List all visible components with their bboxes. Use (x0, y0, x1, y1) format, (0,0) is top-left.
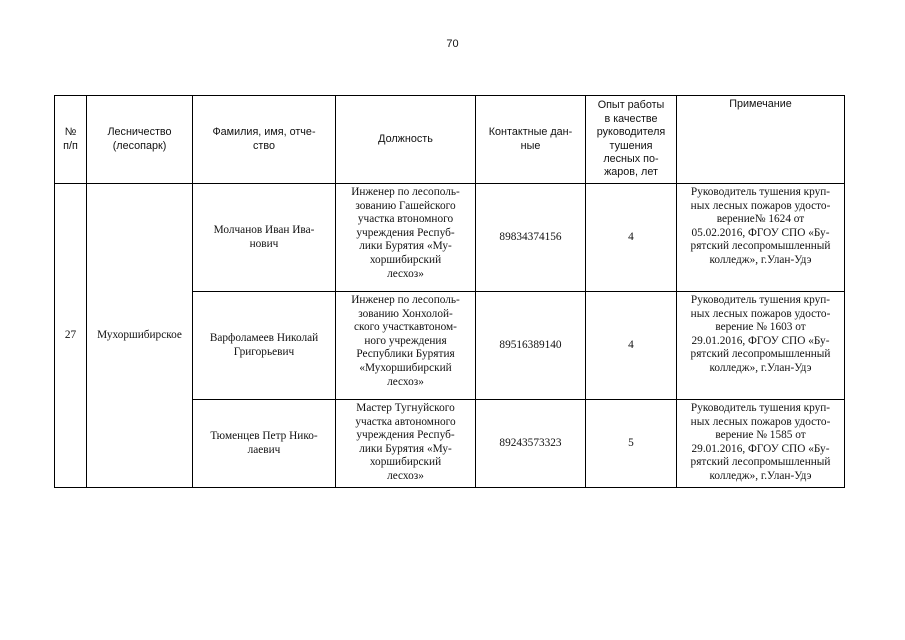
note-cell: Руководитель тушения круп- ных лесных пожаров удосто- верение№ 1624 от 05.02.2016, ФГОУ СПО «Бу- рятский лесопромышленный колледж», г.Улан-Удэ (677, 184, 845, 292)
position-cell: Мастер Тугнуйского участка автономного учреждения Респуб- лики Бурятия «Му- хоршибирский лесхоз» (336, 400, 476, 488)
header-contacts: Контактные дан- ные (476, 96, 586, 184)
header-name: Фамилия, имя, отче- ство (193, 96, 336, 184)
header-experience: Опыт работы в качестве руководителя тушения лесных по- жаров, лет (586, 96, 677, 184)
header-note: Примечание (677, 96, 845, 184)
name-cell: Варфоламеев Николай Григорьевич (193, 292, 336, 400)
note-cell: Руководитель тушения круп- ных лесных пожаров удосто- верение № 1603 от 29.01.2016, ФГОУ СПО «Бу- рятский лесопромышленный колледж», г.Улан-Удэ (677, 292, 845, 400)
table-row (55, 184, 845, 292)
name-cell: Тюменцев Петр Нико- лаевич (193, 400, 336, 488)
row-number-cell: 27 (55, 184, 87, 488)
experience-cell: 4 (586, 292, 677, 400)
table-header-row (55, 96, 845, 184)
header-position: Должность (336, 96, 476, 184)
forestry-cell: Мухоршибирское (87, 184, 193, 488)
contacts-cell: 89516389140 (476, 292, 586, 400)
position-cell: Инженер по лесополь- зованию Гашейского участка втономного учреждения Респуб- лики Бурятия «Му- хоршибирский лесхоз» (336, 184, 476, 292)
header-forestry: Лесничество (лесопарк) (87, 96, 193, 184)
experience-cell: 5 (586, 400, 677, 488)
page-number: 70 (446, 38, 459, 50)
position-cell: Инженер по лесополь- зованию Хонхолой- ского участкавтоном- ного учреждения Республики Бурятия «Мухоршибирский лесхоз» (336, 292, 476, 400)
name-cell: Молчанов Иван Ива- нович (193, 184, 336, 292)
contacts-cell: 89243573323 (476, 400, 586, 488)
forest-fire-managers-table (54, 95, 845, 488)
experience-cell: 4 (586, 184, 677, 292)
contacts-cell: 89834374156 (476, 184, 586, 292)
note-cell: Руководитель тушения круп- ных лесных пожаров удосто- верение № 1585 от 29.01.2016, ФГОУ СПО «Бу- рятский лесопромышленный колледж», г.Улан-Удэ (677, 400, 845, 488)
header-num: № п/п (55, 96, 87, 184)
